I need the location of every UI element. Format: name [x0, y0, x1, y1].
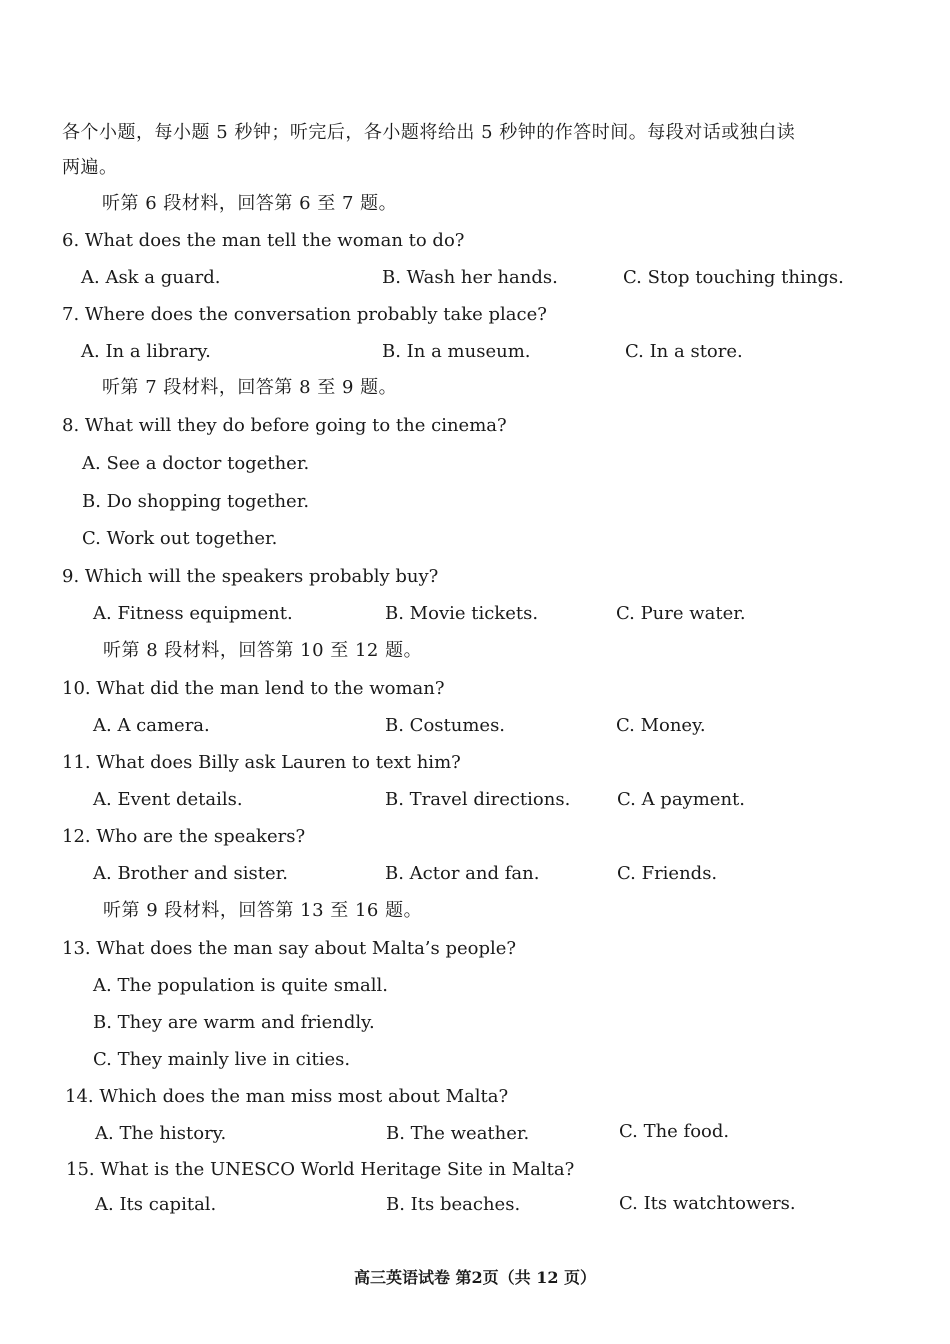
q9-option-b: B. Movie tickets. — [385, 603, 539, 624]
question-11: 11. What does Billy ask Lauren to text him? — [62, 752, 461, 773]
section-heading-6: 听第 6 段材料，回答第 6 至 7 题。 — [102, 193, 398, 214]
q8-option-a: A. See a doctor together. — [82, 453, 310, 474]
q9-option-a: A. Fitness equipment. — [93, 603, 293, 624]
q14-option-b: B. The weather. — [386, 1123, 530, 1144]
q15-option-b: B. Its beaches. — [386, 1194, 521, 1215]
q12-option-c: C. Friends. — [617, 863, 718, 884]
question-13: 13. What does the man say about Malta’s people? — [62, 938, 517, 959]
question-9: 9. Which will the speakers probably buy? — [62, 566, 439, 587]
q10-option-b: B. Costumes. — [385, 715, 506, 736]
q6-option-c: C. Stop touching things. — [623, 267, 844, 288]
q14-option-a: A. The history. — [95, 1123, 227, 1144]
q11-option-a: A. Event details. — [93, 789, 243, 810]
page-footer: 高三英语试卷 第2页（共 12 页） — [353, 1268, 597, 1287]
instruction-line-2: 两遍。 — [62, 157, 118, 178]
question-10: 10. What did the man lend to the woman? — [62, 678, 445, 699]
section-heading-8: 听第 8 段材料，回答第 10 至 12 题。 — [103, 640, 423, 661]
question-15: 15. What is the UNESCO World Heritage Site in Malta? — [66, 1159, 575, 1180]
q15-option-c: C. Its watchtowers. — [619, 1193, 796, 1214]
q15-option-a: A. Its capital. — [95, 1194, 217, 1215]
instruction-line-1: 各个小题，每小题 5 秒钟；听完后，各小题将给出 5 秒钟的作答时间。每段对话或独白读 — [62, 122, 796, 143]
q9-option-c: C. Pure water. — [616, 603, 746, 624]
q13-option-b: B. They are warm and friendly. — [93, 1012, 375, 1033]
q7-option-a: A. In a library. — [81, 341, 211, 362]
question-8: 8. What will they do before going to the cinema? — [62, 415, 507, 436]
q13-option-c: C. They mainly live in cities. — [93, 1049, 351, 1070]
question-12: 12. Who are the speakers? — [62, 826, 306, 847]
q13-option-a: A. The population is quite small. — [93, 975, 388, 996]
section-heading-9: 听第 9 段材料，回答第 13 至 16 题。 — [103, 900, 423, 921]
q6-option-a: A. Ask a guard. — [81, 267, 221, 288]
q12-option-a: A. Brother and sister. — [93, 863, 288, 884]
q7-option-c: C. In a store. — [625, 341, 743, 362]
q6-option-b: B. Wash her hands. — [382, 267, 558, 288]
q14-option-c: C. The food. — [619, 1121, 730, 1142]
q8-option-c: C. Work out together. — [82, 528, 278, 549]
q10-option-c: C. Money. — [616, 715, 706, 736]
question-14: 14. Which does the man miss most about Malta? — [65, 1086, 509, 1107]
q11-option-b: B. Travel directions. — [385, 789, 571, 810]
section-heading-7: 听第 7 段材料，回答第 8 至 9 题。 — [102, 377, 398, 398]
q8-option-b: B. Do shopping together. — [82, 491, 310, 512]
question-6: 6. What does the man tell the woman to do? — [62, 230, 465, 251]
q10-option-a: A. A camera. — [93, 715, 210, 736]
q12-option-b: B. Actor and fan. — [385, 863, 540, 884]
q7-option-b: B. In a museum. — [382, 341, 531, 362]
question-7: 7. Where does the conversation probably take place? — [62, 304, 547, 325]
q11-option-c: C. A payment. — [617, 789, 745, 810]
